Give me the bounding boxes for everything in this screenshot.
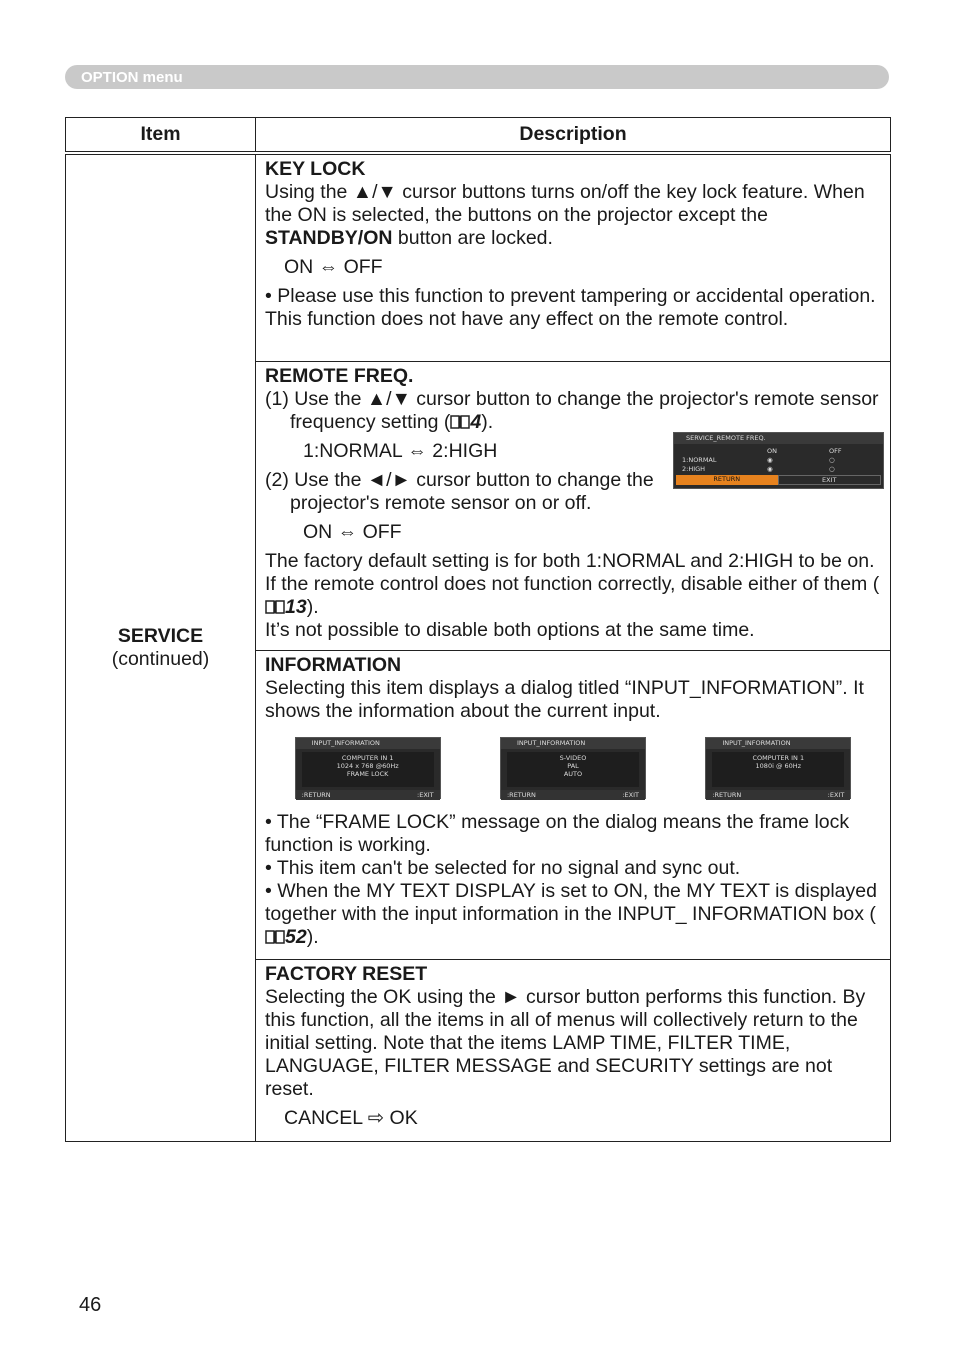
input-info-osd-svideo: INPUT_INFORMATION S-VIDEO PAL AUTO :RETURN :EXIT	[500, 737, 646, 799]
item-name: SERVICE	[117, 624, 204, 647]
remote-freq-option2: ON ⇔ OFF	[303, 520, 402, 543]
remote-freq-title: REMOTE FREQ.	[265, 364, 414, 387]
radio-selected-icon: ◉	[767, 464, 773, 473]
key-lock-note: • Please use this function to prevent tampering or accidental operation. This function does not have any effect on the remote control.	[265, 285, 876, 330]
information-note-2: • This item can't be selected for no signal and sync out.	[265, 856, 741, 879]
option-table	[65, 117, 891, 1142]
remote-freq-note: It’s not possible to disable both options at the same time.	[265, 618, 755, 641]
information-osd-examples	[265, 737, 881, 799]
remote-freq-option1: 1:NORMAL ⇔ 2:HIGH	[303, 439, 498, 462]
remote-freq-step1: (1) Use the ▲/▼ cursor button to change the projector's remote sensor frequency setting ( 4).	[265, 387, 879, 433]
factory-reset-section	[256, 959, 891, 1141]
osd-title: SERVICE_REMOTE FREQ.	[674, 433, 883, 444]
radio-empty-icon: ○	[829, 464, 835, 473]
key-lock-options: ON ⇔ OFF	[284, 256, 383, 278]
remote-freq-default-text: The factory default setting is for both 1:NORMAL and 2:HIGH to be on. If the remote control does not function correctly, disable either of them (13).	[265, 549, 880, 618]
information-text: Selecting this item displays a dialog titled “INPUT_INFORMATION”. It shows the information about the current input.	[265, 676, 864, 722]
page-ref[interactable]: 4	[470, 410, 482, 433]
input-info-osd-computer: INPUT_INFORMATION COMPUTER IN 1 1024 x 768 @60Hz FRAME LOCK :RETURN :EXIT	[295, 737, 441, 799]
remote-freq-section	[256, 361, 891, 650]
item-subtitle: (continued)	[111, 647, 210, 670]
key-lock-text: Using the ▲/▼ cursor buttons turns on/off the key lock feature. When the ON is selected, the buttons on the projector except the STANDBY/ON button are locked.	[265, 181, 865, 249]
page-ref[interactable]: 13	[285, 595, 307, 618]
radio-selected-icon: ◉	[767, 455, 773, 464]
section-title: OPTION menu	[81, 69, 183, 86]
factory-reset-title: FACTORY RESET	[265, 962, 428, 985]
factory-reset-options: CANCEL ⇨ OK	[284, 1106, 418, 1129]
remote-freq-osd-screenshot: SERVICE_REMOTE FREQ. ON OFF 1:NORMAL ◉ ○ 2:HIGH ◉ ○ RETURN EXIT	[673, 432, 884, 489]
information-section	[256, 650, 891, 959]
information-note-1: • The “FRAME LOCK” message on the dialog means the frame lock function is working.	[265, 810, 850, 856]
key-lock-section	[256, 153, 891, 361]
column-header-description: Description	[256, 118, 891, 154]
item-cell-service	[66, 153, 256, 1141]
page-ref[interactable]: 52	[285, 925, 307, 948]
book-icon	[265, 929, 285, 945]
information-title: INFORMATION	[265, 653, 402, 676]
book-icon	[450, 414, 470, 430]
radio-empty-icon: ○	[829, 455, 835, 464]
section-header-bar	[65, 65, 889, 89]
column-header-item: Item	[66, 118, 256, 154]
remote-freq-step2: (2) Use the ◄/► cursor button to change the projector's remote sensor on or off.	[265, 468, 654, 514]
factory-reset-text: Selecting the OK using the ► cursor button performs this function. By this function, all the items in all of menus will collectively return to the initial setting. Note that the items LAMP TIME, FILTER TIME, LANGUAGE, FILTER MESSAGE and SECURITY settings are not reset.	[265, 985, 866, 1100]
input-info-osd-1080i: INPUT_INFORMATION COMPUTER IN 1 1080i @ 60Hz :RETURN :EXIT	[705, 737, 851, 799]
book-icon	[265, 599, 285, 615]
key-lock-title: KEY LOCK	[265, 158, 366, 180]
information-note-3: • When the MY TEXT DISPLAY is set to ON, the MY TEXT is displayed together with the input information in the INPUT_ INFORMATION box (52).	[265, 879, 877, 948]
page-number: 46	[79, 1294, 102, 1316]
